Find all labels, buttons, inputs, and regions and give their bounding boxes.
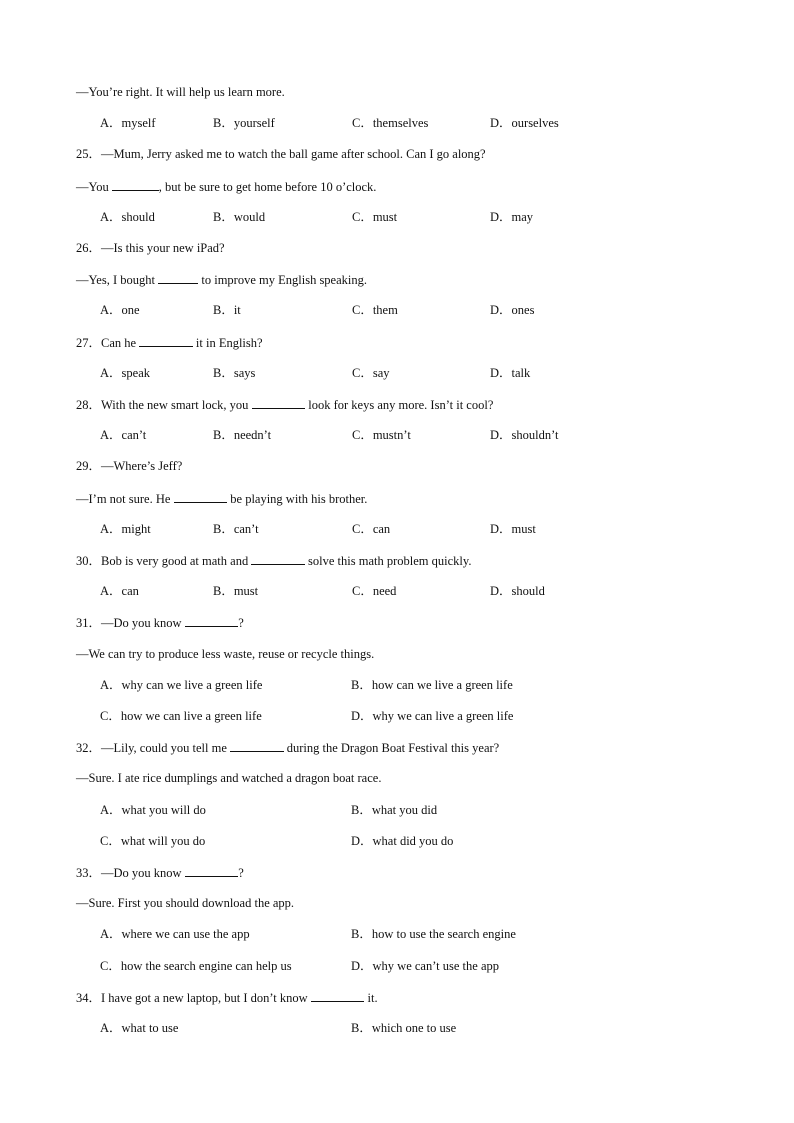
options-row xyxy=(0,365,794,381)
answer-option[interactable]: C．must xyxy=(352,210,398,224)
question-text-before: 31．—Do you know xyxy=(76,616,185,630)
answer-option[interactable]: C．how we can live a green life xyxy=(100,709,262,723)
answer-option[interactable]: B．what you did xyxy=(351,803,438,817)
answer-option[interactable]: D．talk xyxy=(490,366,531,380)
question-text-after: during the Dragon Boat Festival this year? xyxy=(283,741,500,755)
answer-blank[interactable] xyxy=(174,490,228,503)
answer-blank[interactable] xyxy=(311,989,365,1002)
options-row xyxy=(0,209,794,225)
question-text-after: it. xyxy=(364,991,378,1005)
answer-option[interactable]: B．yourself xyxy=(213,116,275,130)
answer-option[interactable]: C．say xyxy=(352,366,390,380)
answer-blank[interactable] xyxy=(252,396,306,409)
question-line xyxy=(76,271,367,288)
answer-option[interactable]: B．would xyxy=(213,210,266,224)
answer-option[interactable]: A．myself xyxy=(100,116,156,130)
answer-option[interactable]: C．need xyxy=(352,584,397,598)
answer-option[interactable]: D．ourselves xyxy=(490,116,559,130)
question-line xyxy=(76,396,493,413)
answer-option[interactable]: B．which one to use xyxy=(351,1021,457,1035)
question-line xyxy=(76,739,499,756)
options-row xyxy=(0,708,794,724)
question-text-before: 30．Bob is very good at math and xyxy=(76,554,252,568)
answer-blank[interactable] xyxy=(158,271,198,284)
answer-option[interactable]: A．can’t xyxy=(100,428,147,442)
answer-blank[interactable] xyxy=(230,739,284,752)
answer-blank[interactable] xyxy=(185,864,239,877)
question-text-after: be playing with his brother. xyxy=(227,492,368,506)
question-line xyxy=(76,989,378,1006)
answer-option[interactable]: C．what will you do xyxy=(100,834,206,848)
answer-option[interactable]: C．how the search engine can help us xyxy=(100,959,292,973)
answer-option[interactable]: C．themselves xyxy=(352,116,429,130)
answer-blank[interactable] xyxy=(185,614,239,627)
answer-option[interactable]: B．must xyxy=(213,584,259,598)
dialogue-line: —Sure. First you should download the app. xyxy=(76,896,295,910)
answer-option[interactable]: A．one xyxy=(100,303,140,317)
question-text-after: ? xyxy=(238,866,244,880)
options-row xyxy=(0,427,794,443)
answer-option[interactable]: A．what you will do xyxy=(100,803,206,817)
options-row xyxy=(0,115,794,131)
answer-option[interactable]: D．what did you do xyxy=(351,834,454,848)
question-text-after: solve this math problem quickly. xyxy=(304,554,472,568)
question-line xyxy=(76,552,471,569)
answer-option[interactable]: A．can xyxy=(100,584,139,598)
answer-option[interactable]: B．needn’t xyxy=(213,428,272,442)
question-text-before: —Yes, I bought xyxy=(76,273,159,287)
dialogue-line: —We can try to produce less waste, reuse or recycle things. xyxy=(76,647,375,661)
answer-option[interactable]: D．shouldn’t xyxy=(490,428,559,442)
answer-option[interactable]: C．can xyxy=(352,522,391,536)
dialogue-line: —You’re right. It will help us learn more. xyxy=(76,85,285,99)
answer-option[interactable]: D．why we can live a green life xyxy=(351,709,514,723)
question-text-before: 33．—Do you know xyxy=(76,866,185,880)
question-text-before: —You xyxy=(76,180,112,194)
question-text-before: —I’m not sure. He xyxy=(76,492,174,506)
options-row xyxy=(0,1020,794,1036)
answer-option[interactable]: A．speak xyxy=(100,366,150,380)
options-row xyxy=(0,677,794,693)
answer-option[interactable]: A．why can we live a green life xyxy=(100,678,263,692)
answer-option[interactable]: A．what to use xyxy=(100,1021,179,1035)
answer-option[interactable]: A．should xyxy=(100,210,155,224)
question-line xyxy=(76,614,244,631)
options-row xyxy=(0,302,794,318)
answer-option[interactable]: B．how to use the search engine xyxy=(351,927,516,941)
question-line: 29．—Where’s Jeff? xyxy=(76,459,183,473)
question-text-before: 27．Can he xyxy=(76,336,140,350)
answer-option[interactable]: D．ones xyxy=(490,303,535,317)
question-line xyxy=(76,864,244,881)
question-text-after: it in English? xyxy=(192,336,263,350)
question-text-after: look for keys any more. Isn’t it cool? xyxy=(305,398,494,412)
question-text-after: , but be sure to get home before 10 o’clock. xyxy=(158,180,377,194)
options-row xyxy=(0,958,794,974)
answer-option[interactable]: D．may xyxy=(490,210,534,224)
answer-option[interactable]: B．how can we live a green life xyxy=(351,678,513,692)
answer-option[interactable]: A．might xyxy=(100,522,151,536)
question-line xyxy=(76,334,263,351)
question-line: 26．—Is this your new iPad? xyxy=(76,241,225,255)
answer-option[interactable]: D．must xyxy=(490,522,536,536)
answer-option[interactable]: B．can’t xyxy=(213,522,259,536)
options-row xyxy=(0,583,794,599)
answer-option[interactable]: C．mustn’t xyxy=(352,428,411,442)
question-line xyxy=(76,490,367,507)
question-line: 25．—Mum, Jerry asked me to watch the ball game after school. Can I go along? xyxy=(76,147,486,161)
answer-option[interactable]: D．should xyxy=(490,584,545,598)
answer-option[interactable]: B．says xyxy=(213,366,256,380)
question-line xyxy=(76,178,376,195)
options-row xyxy=(0,521,794,537)
answer-option[interactable]: D．why we can’t use the app xyxy=(351,959,499,973)
options-row xyxy=(0,833,794,849)
answer-blank[interactable] xyxy=(139,334,193,347)
answer-option[interactable]: A．where we can use the app xyxy=(100,927,250,941)
question-text-after: to improve my English speaking. xyxy=(198,273,367,287)
answer-option[interactable]: B．it xyxy=(213,303,241,317)
options-row xyxy=(0,926,794,942)
options-row xyxy=(0,802,794,818)
question-text-before: 34．I have got a new laptop, but I don’t know xyxy=(76,991,311,1005)
question-text-after: ? xyxy=(238,616,244,630)
answer-option[interactable]: C．them xyxy=(352,303,398,317)
question-text-before: 32．—Lily, could you tell me xyxy=(76,741,231,755)
dialogue-line: —Sure. I ate rice dumplings and watched a dragon boat race. xyxy=(76,771,382,785)
answer-blank[interactable] xyxy=(112,178,159,191)
answer-blank[interactable] xyxy=(251,552,305,565)
question-text-before: 28．With the new smart lock, you xyxy=(76,398,252,412)
